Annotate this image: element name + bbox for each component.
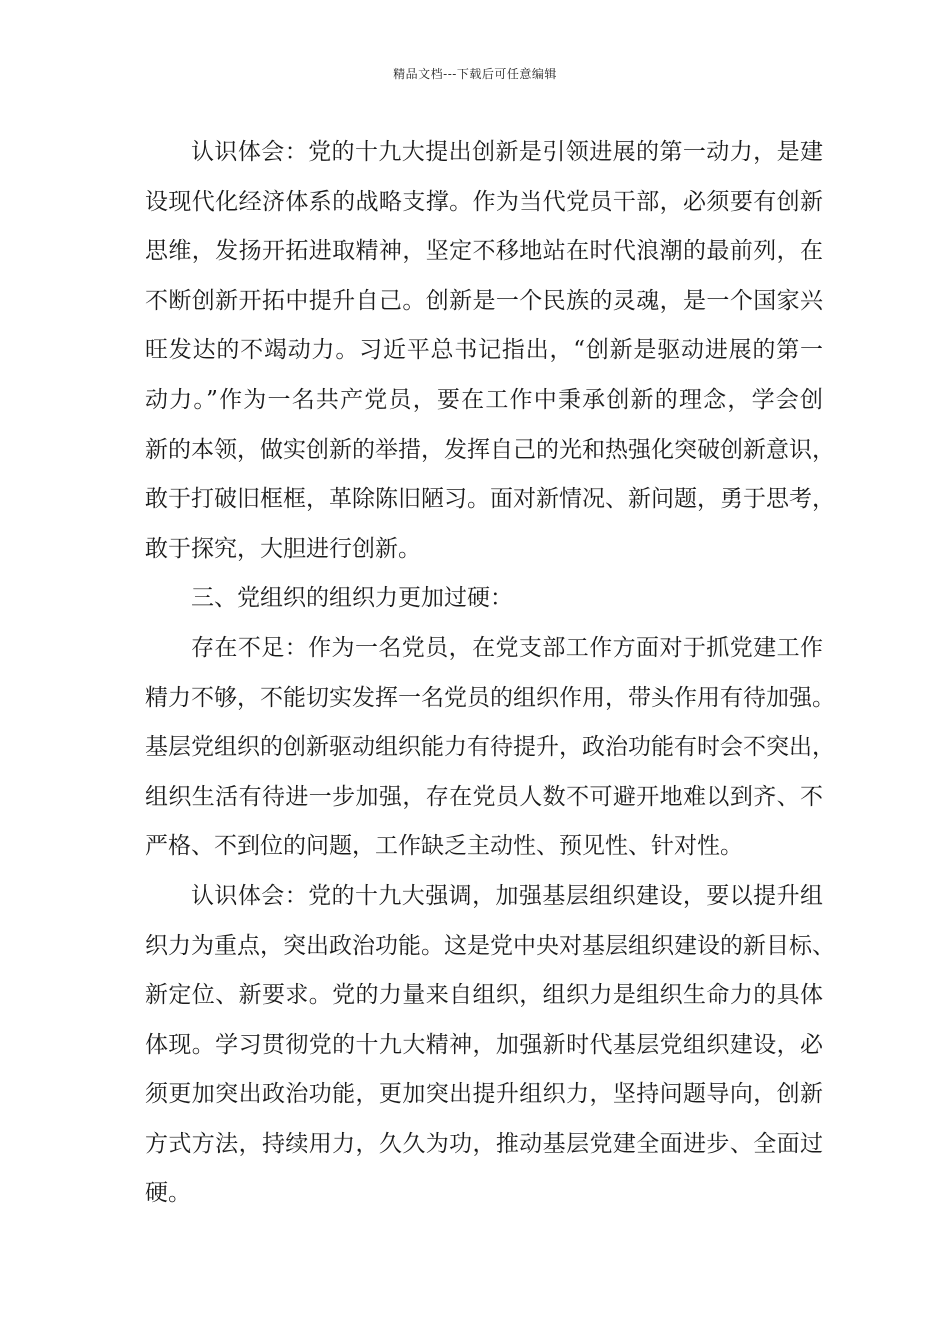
text-line: 硬。	[145, 1180, 191, 1207]
text-line: 三、党组织的组织力更加过硬：	[191, 585, 513, 612]
text-line: 认识体会：党的十九大强调，加强基层组织建设，要以提升组	[191, 882, 823, 909]
text-line: 敢于打破旧框框，革除陈旧陋习。面对新情况、新问题，勇于思考，	[145, 486, 835, 513]
text-line: 新的本领，做实创新的举措，发挥自己的光和热强化突破创新意识，	[145, 436, 835, 463]
text-line: 体现。学习贯彻党的十九大精神，加强新时代基层党组织建设，必	[145, 1031, 823, 1058]
text-line: 精力不够，不能切实发挥一名党员的组织作用，带头作用有待加强。	[145, 684, 835, 711]
document-body	[145, 128, 835, 1219]
text-line: 严格、不到位的问题，工作缺乏主动性、预见性、针对性。	[145, 833, 743, 860]
text-line: 方式方法，持续用力，久久为功，推动基层党建全面进步、全面过	[145, 1130, 823, 1157]
text-line: 旺发达的不竭动力。习近平总书记指出，“创新是驱动进展的第一	[145, 337, 823, 364]
text-line: 动力。”作为一名共产党员，要在工作中秉承创新的理念，学会创	[145, 386, 823, 413]
text-line: 敢于探究，大胆进行创新。	[145, 535, 421, 562]
text-line: 存在不足：作为一名党员，在党支部工作方面对于抓党建工作	[191, 634, 823, 661]
text-line: 思维，发扬开拓进取精神，坚定不移地站在时代浪潮的最前列，在	[145, 238, 823, 265]
text-line: 须更加突出政治功能，更加突出提升组织力，坚持问题导向，创新	[145, 1081, 823, 1108]
text-line: 不断创新开拓中提升自己。创新是一个民族的灵魂，是一个国家兴	[145, 287, 823, 314]
text-line: 基层党组织的创新驱动组织能力有待提升，政治功能有时会不突出，	[145, 734, 835, 761]
page-header: 精品文档---下载后可任意编辑	[393, 67, 557, 81]
text-line: 织力为重点，突出政治功能。这是党中央对基层组织建设的新目标、	[145, 932, 835, 959]
text-line: 组织生活有待进一步加强，存在党员人数不可避开地难以到齐、不	[145, 783, 823, 810]
text-line: 新定位、新要求。党的力量来自组织，组织力是组织生命力的具体	[145, 982, 823, 1009]
text-line: 设现代化经济体系的战略支撑。作为当代党员干部，必须要有创新	[145, 188, 823, 215]
text-line: 认识体会：党的十九大提出创新是引领进展的第一动力，是建	[191, 139, 823, 165]
